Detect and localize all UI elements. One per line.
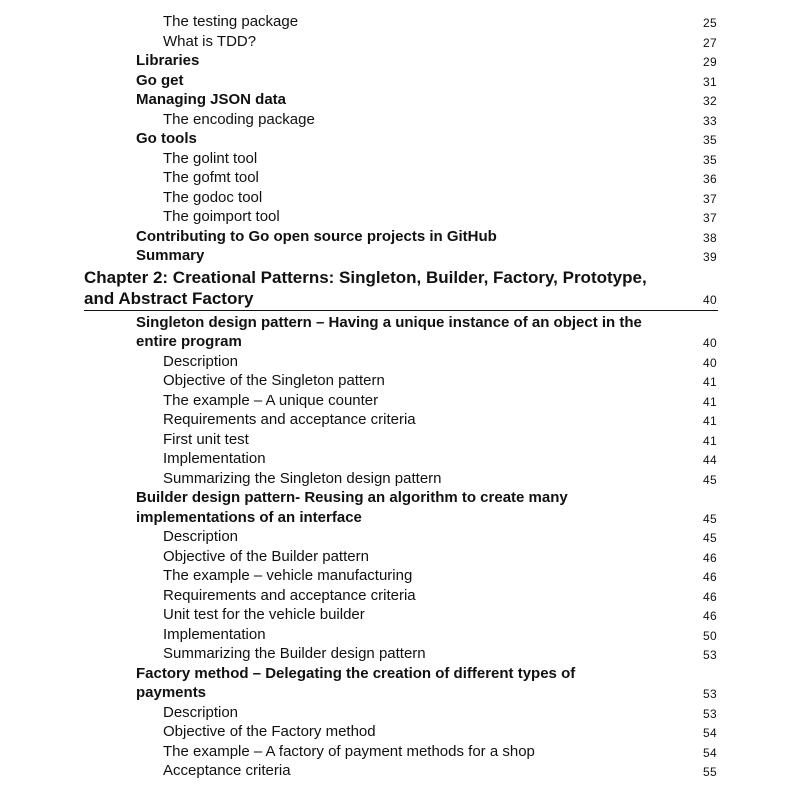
toc-subsection-entry[interactable] [0, 12, 800, 32]
toc-page-number: 54 [703, 726, 717, 740]
toc-page-number: 40 [703, 336, 717, 350]
toc-subsection-entry[interactable] [0, 430, 800, 450]
toc-page-number: 37 [703, 191, 717, 206]
toc-page-number: 41 [703, 375, 717, 389]
toc-page-number: 33 [703, 113, 717, 128]
toc-entry-title: First unit test [163, 430, 249, 448]
toc-entry-title: Implementation [163, 625, 266, 643]
toc-entry-title: Implementation [163, 450, 266, 467]
toc-subsection-entry[interactable] [0, 410, 800, 430]
toc-subsection-entry[interactable] [0, 547, 800, 567]
toc-page-number: 55 [703, 765, 717, 779]
chapter-divider-rule [84, 310, 718, 311]
toc-entry-title: and Abstract Factory [84, 288, 254, 308]
toc-subsection-entry[interactable] [0, 371, 800, 391]
toc-subsection-entry[interactable] [0, 703, 800, 723]
toc-chapter-entry[interactable] [0, 267, 800, 309]
toc-subsection-entry[interactable] [0, 188, 800, 208]
toc-page-number: 27 [703, 35, 717, 50]
toc-subsection-entry[interactable] [0, 168, 800, 188]
toc-entry-title: Summarizing the Singleton design pattern [163, 469, 442, 487]
toc-section-entry[interactable] [0, 90, 800, 110]
toc-entry-title: Managing JSON data [136, 91, 287, 108]
toc-entry-title: Objective of the Factory method [163, 723, 376, 740]
toc-entry-title: The gofmt tool [163, 169, 259, 186]
toc-entry-title: Description [163, 703, 239, 721]
toc-subsection-entry[interactable] [0, 722, 800, 742]
toc-page-number: 38 [703, 230, 717, 245]
toc-entry-title: Factory method – Delegating the creation of different types of [136, 664, 576, 682]
toc-page-number: 41 [703, 414, 717, 428]
toc-page-number: 45 [703, 531, 717, 545]
toc-page-number: 50 [703, 628, 717, 643]
toc-subsection-entry[interactable] [0, 149, 800, 169]
toc-section-entry[interactable] [0, 246, 800, 266]
toc-page-number: 39 [703, 250, 717, 264]
toc-section-entry[interactable] [0, 313, 800, 352]
toc-subsection-entry[interactable] [0, 761, 800, 781]
toc-entry-title: The golint tool [163, 149, 258, 167]
toc-subsection-entry[interactable] [0, 391, 800, 411]
toc-entry-title: Description [163, 352, 239, 370]
toc-subsection-entry[interactable] [0, 742, 800, 762]
toc-entry-title: Singleton design pattern – Having a unique instance of an object in the [136, 313, 642, 331]
toc-subsection-entry[interactable] [0, 449, 800, 469]
toc-entry-title: payments [136, 684, 207, 701]
toc-entry-title: Unit test for the vehicle builder [163, 606, 365, 623]
toc-entry-title: Contributing to Go open source projects in GitHub [136, 227, 497, 245]
toc-entry-title: Objective of the Builder pattern [163, 547, 369, 565]
toc-page-number: 46 [703, 570, 717, 584]
toc-subsection-entry[interactable] [0, 566, 800, 586]
toc-page-number: 53 [703, 648, 717, 662]
toc-page-number: 31 [703, 74, 717, 89]
toc-section-entry[interactable] [0, 488, 800, 527]
toc-entry-title: Go tools [136, 130, 197, 147]
toc-section-entry[interactable] [0, 227, 800, 247]
toc-page-number: 53 [703, 687, 717, 701]
toc-page-number: 54 [703, 745, 717, 760]
toc-entry-title: entire program [136, 333, 242, 350]
toc-page-number: 35 [703, 152, 717, 167]
toc-entry-title: What is TDD? [163, 32, 257, 50]
toc-entry-title: The example – A unique counter [163, 391, 379, 409]
toc-entry-title: Description [163, 528, 239, 545]
toc-subsection-entry[interactable] [0, 32, 800, 52]
toc-subsection-entry[interactable] [0, 469, 800, 489]
toc-entry-title: The example – A factory of payment methods for a shop [163, 742, 535, 760]
toc-subsection-entry[interactable] [0, 625, 800, 645]
toc-section-entry[interactable] [0, 51, 800, 71]
toc-page-number: 29 [703, 55, 717, 69]
toc-page-number: 45 [703, 472, 717, 487]
toc-page-number: 41 [703, 394, 717, 409]
toc-page-number: 41 [703, 433, 717, 448]
toc-entry-title: The testing package [163, 13, 299, 30]
toc-entry-title: implementations of an interface [136, 508, 362, 526]
toc-entry-title: Libraries [136, 52, 200, 69]
toc-entry-title: Acceptance criteria [163, 762, 291, 779]
toc-page-number: 40 [703, 292, 717, 307]
toc-page-number: 25 [703, 16, 717, 30]
toc-entry-title: The godoc tool [163, 188, 263, 206]
toc-subsection-entry[interactable] [0, 605, 800, 625]
toc-page-number: 53 [703, 706, 717, 721]
toc-page-number: 46 [703, 550, 717, 565]
toc-subsection-entry[interactable] [0, 352, 800, 372]
toc-entry-title: The goimport tool [163, 208, 280, 225]
toc-entry-title: Summarizing the Builder design pattern [163, 645, 426, 662]
toc-page-number: 37 [703, 211, 717, 225]
toc-entry-title: The example – vehicle manufacturing [163, 567, 413, 584]
toc-subsection-entry[interactable] [0, 527, 800, 547]
toc-entry-title: Go get [136, 71, 184, 89]
toc-page-number: 35 [703, 133, 717, 147]
toc-section-entry[interactable] [0, 129, 800, 149]
toc-subsection-entry[interactable] [0, 586, 800, 606]
toc-subsection-entry[interactable] [0, 644, 800, 664]
toc-page-number: 46 [703, 589, 717, 604]
toc-entry-title: Requirements and acceptance criteria [163, 411, 416, 428]
toc-entry-title: Summary [136, 247, 205, 264]
toc-page-number: 40 [703, 355, 717, 370]
toc-entry-title: Objective of the Singleton pattern [163, 372, 385, 389]
toc-page-number: 32 [703, 94, 717, 108]
toc-entry-title: Chapter 2: Creational Patterns: Singleton, Builder, Factory, Prototype, [84, 267, 647, 287]
toc-section-entry[interactable] [0, 71, 800, 91]
toc-entry-title: Requirements and acceptance criteria [163, 586, 416, 604]
toc-entry-title: Builder design pattern- Reusing an algorithm to create many [136, 489, 568, 506]
toc-page-number: 44 [703, 453, 717, 467]
toc-subsection-entry[interactable] [0, 110, 800, 130]
toc-subsection-entry[interactable] [0, 207, 800, 227]
toc-page-number: 46 [703, 609, 717, 623]
toc-entry-title: The encoding package [163, 110, 315, 128]
toc-page-number: 36 [703, 172, 717, 186]
toc-section-entry[interactable] [0, 664, 800, 703]
toc-page-number: 45 [703, 511, 717, 526]
